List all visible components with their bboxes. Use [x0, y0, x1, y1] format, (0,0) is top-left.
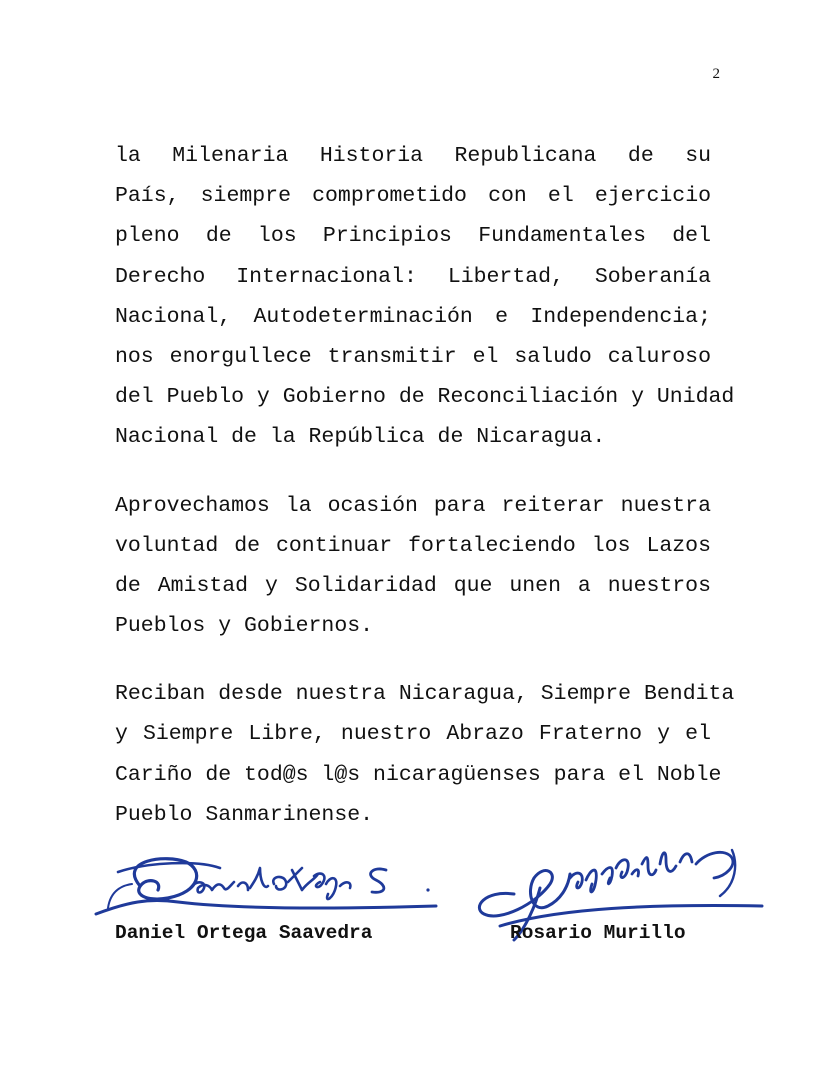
- paragraph-reiteration: [115, 486, 711, 647]
- text-line: Nacional de la República de Nicaragua.: [115, 425, 606, 450]
- text-line: de Amistad y Solidaridad que unen a nuestros: [115, 573, 711, 598]
- signatory-name-murillo: Rosario Murillo: [510, 922, 686, 944]
- text-line: pleno de los Principios Fundamentales del: [115, 224, 711, 249]
- page-number: 2: [712, 66, 720, 82]
- paragraph-spacer: [115, 458, 711, 486]
- text-line: Nacional, Autodeterminación e Independencia;: [115, 304, 711, 329]
- text-line: y Siempre Libre, nuestro Abrazo Fraterno y el: [115, 722, 711, 747]
- text-line: voluntad de continuar fortaleciendo los Lazos: [115, 533, 711, 558]
- text-line: Pueblo Sanmarinense.: [115, 802, 374, 827]
- text-line: Derecho Internacional: Libertad, Soberanía: [115, 264, 711, 289]
- text-line: País, siempre comprometido con el ejercicio: [115, 184, 711, 209]
- signatory-name-ortega: Daniel Ortega Saavedra: [115, 922, 373, 944]
- text-line: Aprovechamos la ocasión para reiterar nuestra: [115, 493, 711, 518]
- paragraph-closing: [115, 674, 735, 835]
- letter-body: [115, 136, 735, 835]
- paragraph-spacer: [115, 646, 711, 674]
- signature-ortega: [88, 846, 443, 926]
- text-line: Cariño de tod@s l@s nicaragüenses para el Noble: [115, 762, 722, 787]
- text-line: la Milenaria Historia Republicana de su: [115, 144, 711, 168]
- text-line: del Pueblo y Gobierno de Reconciliación y Unidad: [115, 385, 735, 410]
- paragraph-greeting: [115, 136, 735, 458]
- text-line: Reciban desde nuestra Nicaragua, Siempre Bendita: [115, 682, 735, 707]
- text-line: Pueblos y Gobiernos.: [115, 614, 374, 639]
- text-line: nos enorgullece transmitir el saludo caluroso: [115, 344, 711, 369]
